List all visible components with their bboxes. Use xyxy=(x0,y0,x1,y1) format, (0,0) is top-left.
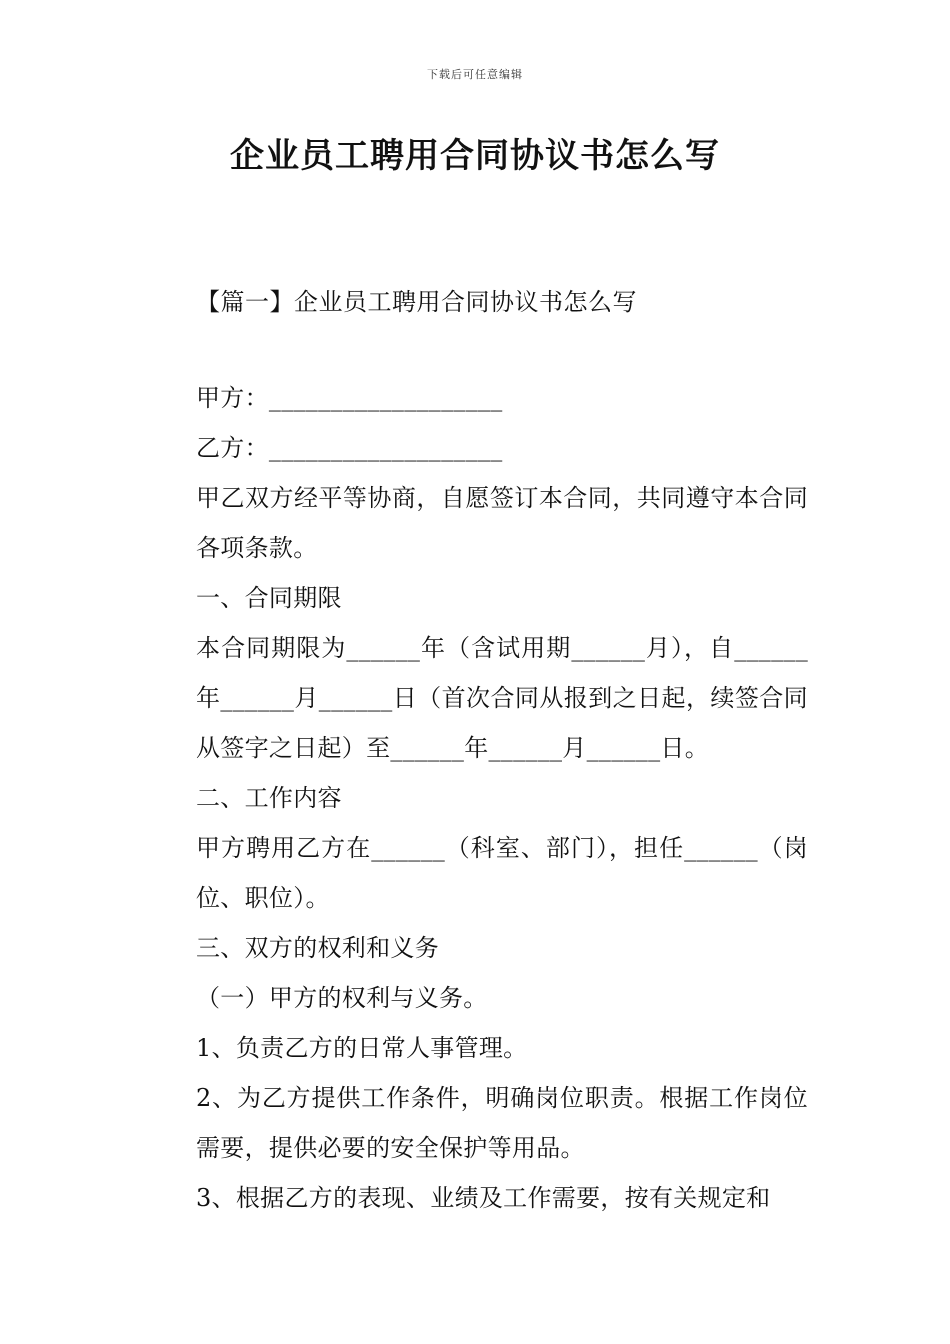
party-a-line: 甲方：___________________ xyxy=(196,384,503,412)
list-item: 3、根据乙方的表现、业绩及工作需要，按有关规定和 xyxy=(196,1184,771,1212)
header-note: 下载后可任意编辑 xyxy=(427,68,523,81)
clause-heading-rights: 三、双方的权利和义务 xyxy=(196,934,439,962)
paragraph-intro: 甲乙双方经平等协商，自愿签订本合同，共同遵守本合同各项条款。 xyxy=(196,484,808,562)
party-b-line: 乙方：___________________ xyxy=(196,434,503,462)
paragraph-term: 本合同期限为______年（含试用期______月），自______年______月______日（首次合同从报到之日起，续签合同从签字之日起）至______年______月______日。 xyxy=(196,634,808,762)
list-item: 1、负责乙方的日常人事管理。 xyxy=(196,1034,528,1062)
paragraph-work: 甲方聘用乙方在______（科室、部门），担任______（岗位、职位）。 xyxy=(196,834,808,912)
subclause-heading-party-a: （一）甲方的权利与义务。 xyxy=(196,984,488,1012)
clause-heading-term: 一、合同期限 xyxy=(196,584,342,612)
clause-heading-work: 二、工作内容 xyxy=(196,784,342,812)
section-heading: 【篇一】企业员工聘用合同协议书怎么写 xyxy=(196,288,637,316)
body-text xyxy=(146,373,808,1223)
list-item: 2、为乙方提供工作条件，明确岗位职责。根据工作岗位需要，提供必要的安全保护等用品。 xyxy=(196,1084,808,1162)
document-title: 企业员工聘用合同协议书怎么写 xyxy=(230,136,720,176)
